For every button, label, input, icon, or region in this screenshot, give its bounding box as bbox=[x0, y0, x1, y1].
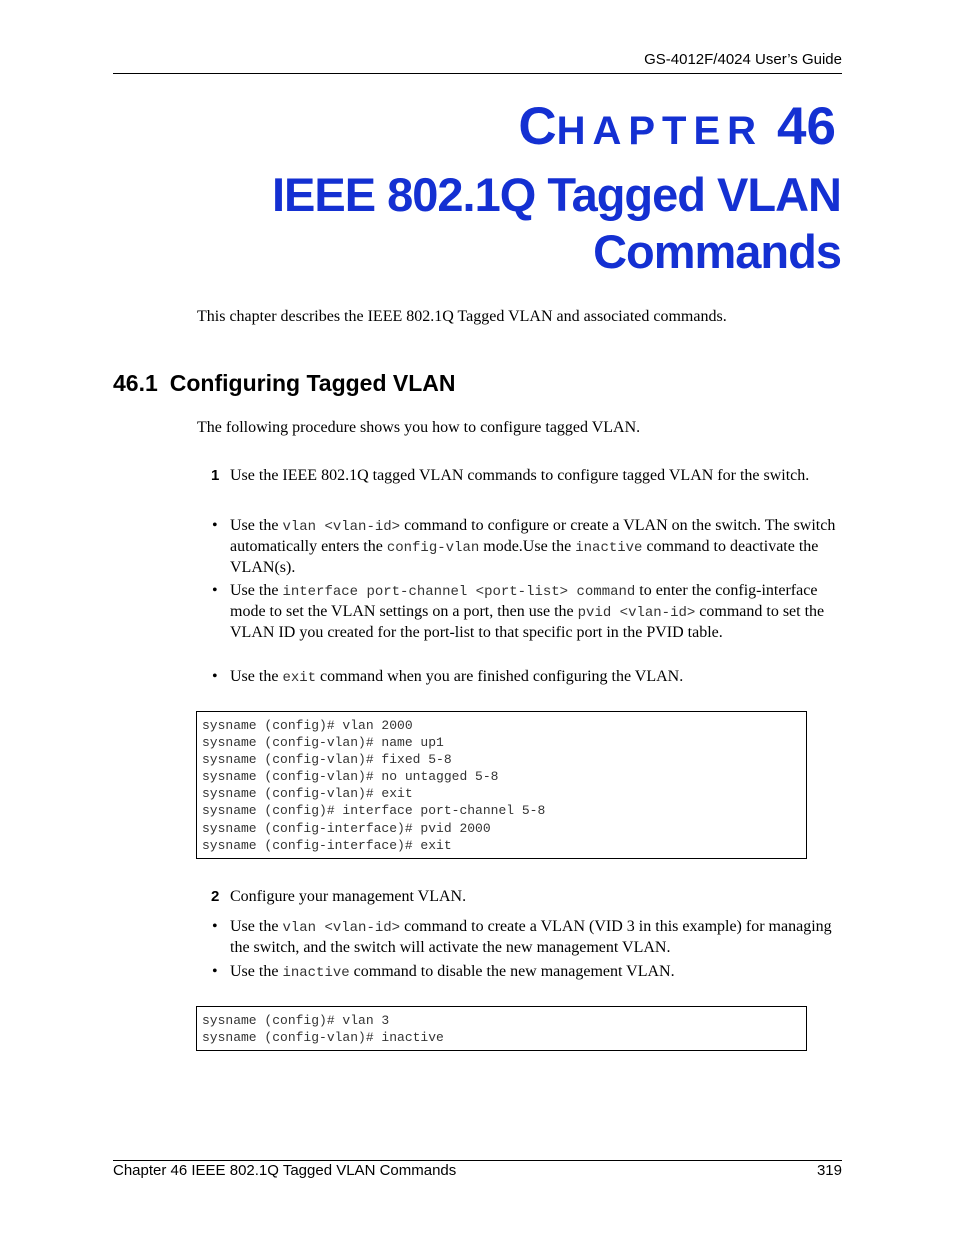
chapter-intro: This chapter describes the IEEE 802.1Q Tagged VLAN and associated commands. bbox=[197, 308, 727, 325]
chapter-label bbox=[518, 97, 836, 156]
section-heading bbox=[113, 370, 456, 397]
step-number: 2 bbox=[211, 888, 220, 905]
list-item-text: Use the vlan <vlan-id> command to create a VLAN (VID 3 in this example) for managing the switch, and the switch will activate the new management VLAN. bbox=[230, 918, 832, 956]
chapter-title-line2: Commands bbox=[593, 225, 841, 278]
running-header: GS-4012F/4024 User’s Guide bbox=[644, 51, 842, 68]
chapter-title-line1: IEEE 802.1Q Tagged VLAN bbox=[271, 168, 841, 221]
code-line: sysname (config)# interface port-channel 5-8 bbox=[202, 803, 546, 819]
code-line: sysname (config-vlan)# no untagged 5-8 bbox=[202, 769, 499, 785]
step-text: Use the IEEE 802.1Q tagged VLAN commands to configure tagged VLAN for the switch. bbox=[230, 467, 810, 484]
list-item-text: Use the interface port-channel <port-list> command to enter the config-interface mode to set the VLAN settings on a port, then use the pvid <vlan-id> command to set the VLAN ID you created for the port-list to that specific port in the PVID table. bbox=[230, 582, 825, 641]
list-item bbox=[212, 667, 838, 688]
code-line: sysname (config-interface)# exit bbox=[202, 837, 452, 853]
footer-rule bbox=[113, 1160, 842, 1161]
running-footer: Chapter 46 IEEE 802.1Q Tagged VLAN Commands bbox=[113, 1162, 457, 1179]
code-block bbox=[196, 1006, 807, 1051]
header-rule bbox=[113, 73, 842, 74]
inline-code: exit bbox=[282, 670, 317, 686]
code-line: sysname (config-vlan)# exit bbox=[202, 786, 413, 802]
inline-code: vlan <vlan-id> bbox=[282, 519, 401, 535]
list-item bbox=[212, 962, 838, 983]
code-line: sysname (config)# vlan 3 bbox=[202, 1013, 390, 1028]
step-number: 1 bbox=[211, 467, 220, 484]
inline-code: inactive bbox=[282, 965, 350, 981]
inline-code: pvid <vlan-id> bbox=[577, 605, 696, 621]
section-number: 46.1 bbox=[113, 370, 158, 396]
section-lead: The following procedure shows you how to configure tagged VLAN. bbox=[197, 419, 641, 436]
inline-code: vlan <vlan-id> bbox=[282, 920, 401, 936]
bullet-icon: • bbox=[212, 918, 218, 935]
chapter-number: 46 bbox=[777, 97, 836, 156]
list-item bbox=[212, 516, 838, 578]
code-line: sysname (config-vlan)# inactive bbox=[202, 1030, 444, 1046]
list-item bbox=[212, 581, 838, 643]
list-item-text: Use the exit command when you are finished configuring the VLAN. bbox=[230, 668, 684, 686]
chapter-label-initial: C bbox=[518, 97, 557, 156]
bullet-icon: • bbox=[212, 517, 218, 534]
chapter-title bbox=[272, 166, 841, 280]
list-item-text: Use the inactive command to disable the new management VLAN. bbox=[230, 963, 675, 981]
chapter-label-rest: HAPTER bbox=[556, 109, 764, 153]
code-line: sysname (config-interface)# pvid 2000 bbox=[202, 820, 491, 836]
code-line: sysname (config)# vlan 2000 bbox=[202, 718, 413, 733]
inline-code: inactive bbox=[575, 540, 643, 556]
bullet-icon: • bbox=[212, 963, 218, 980]
inline-code: config-vlan bbox=[386, 540, 480, 556]
step-1 bbox=[211, 466, 836, 486]
section-title: Configuring Tagged VLAN bbox=[169, 370, 456, 396]
code-line: sysname (config-vlan)# fixed 5-8 bbox=[202, 752, 452, 768]
code-line: sysname (config-vlan)# name up1 bbox=[202, 735, 444, 751]
list-item bbox=[212, 917, 838, 958]
page-number: 319 bbox=[816, 1162, 842, 1179]
inline-code: interface port-channel <port-list> command bbox=[282, 584, 636, 600]
bullet-icon: • bbox=[212, 582, 218, 599]
step-text: Configure your management VLAN. bbox=[230, 888, 467, 905]
step-2 bbox=[211, 887, 836, 907]
code-block bbox=[196, 711, 807, 859]
list-item-text: Use the vlan <vlan-id> command to configure or create a VLAN on the switch. The switch automatically enters the config-vlan mode.Use the inactive command to deactivate the VLAN(s). bbox=[230, 517, 836, 576]
bullet-icon: • bbox=[212, 668, 218, 685]
